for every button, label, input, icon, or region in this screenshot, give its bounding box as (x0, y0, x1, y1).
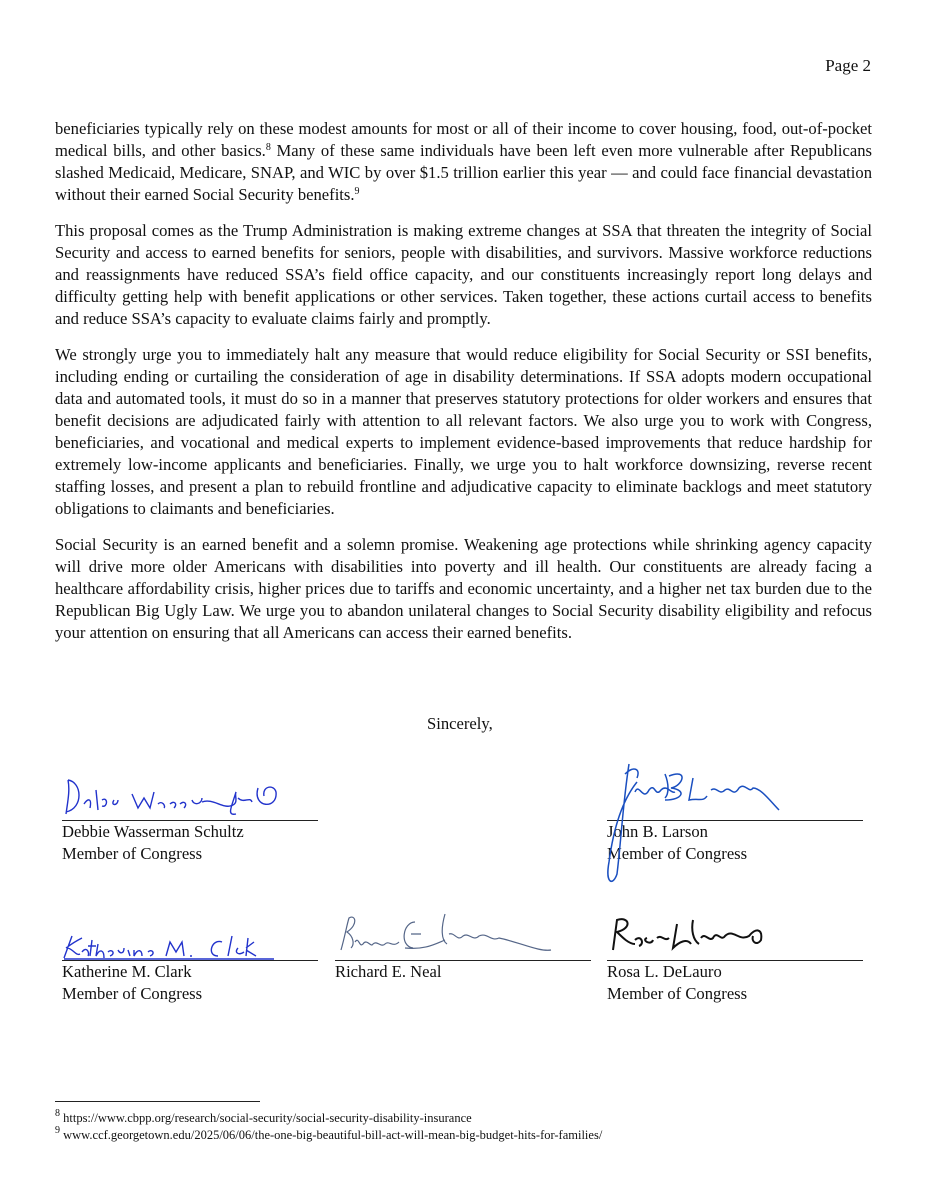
signatory-title: Member of Congress (607, 984, 748, 1003)
signature-image (335, 912, 591, 960)
page-number: Page 2 (825, 56, 871, 75)
signature-image (62, 770, 318, 820)
paragraph: This proposal comes as the Trump Administration is making extreme changes at SSA that threaten the integrity of Social Security and access to earned benefits for seniors, people with disabilities, and survivors. Massive workforce reductions and reassignments have reduced SSA’s field office capacity, and our constituents increasingly report long delays and difficulty getting help with benefit applications or other services. Taken together, these actions curtail access to benefits and reduce SSA’s capacity to evaluate claims fairly and promptly. (55, 221, 872, 328)
signature-block (607, 960, 863, 1005)
letter-body (55, 118, 872, 658)
signatory-title: Member of Congress (607, 844, 748, 863)
footnote (55, 1127, 602, 1143)
footnote-divider (55, 1101, 260, 1102)
paragraph-text: Many of these same individuals have been left even more vulnerable after Republicans slashed Medicaid, Medicare, SNAP, and WIC by over $1.5 trillion earlier this year — and could face financial devastation without their earned Social Security benefits. (55, 141, 872, 204)
closing: Sincerely, (427, 714, 493, 733)
paragraph (55, 118, 872, 206)
footnote-number: 9 (55, 1125, 60, 1136)
signature-block (335, 960, 591, 983)
paragraph: We strongly urge you to immediately halt any measure that would reduce eligibility for Social Security or SSI benefits, including ending or curtailing the consideration of age in disability determinations. If SSA adopts modern occupational data and automated tools, it must do so in a manner that preserves statutory protections for older workers and ensures that benefit decisions are adjudicated fairly with attention to all relevant factors. We also urge you to work with Congress, beneficiaries, and vocational and medical experts to implement evidence-based improvements that reduce hardship for extremely low-income applicants and beneficiaries. Finally, we urge you to halt workforce downsizing, reverse recent staffing losses, and present a plan to rebuild frontline and adjudicative capacity to eliminate backlogs and meet statutory obligations to claimants and beneficiaries. (55, 345, 872, 518)
signatory-name: Katherine M. Clark (62, 962, 192, 981)
footnote-link[interactable]: https://www.cbpp.org/research/social-security/social-security-disability-insurance (63, 1111, 472, 1125)
signature-block (62, 960, 318, 1005)
signature-image (607, 762, 863, 892)
signatory-title: Member of Congress (62, 844, 203, 863)
footnote-ref[interactable]: 8 (265, 142, 271, 153)
signature-block (62, 820, 318, 865)
signature-image (62, 932, 318, 962)
footnote-link[interactable]: www.ccf.georgetown.edu/2025/06/06/the-one-big-beautiful-bill-act-will-mean-big-budget-hits-for-families/ (63, 1128, 603, 1142)
signature-image (607, 914, 863, 960)
signatory-name: Debbie Wasserman Schultz (62, 822, 244, 841)
paragraph-text: beneficiaries typically rely on these modest amounts for most or all of their income to cover housing, food, out-of-pocket medical bills, and other basics. (55, 119, 872, 160)
signatory-name: Richard E. Neal (335, 962, 442, 981)
footnote-number: 8 (55, 1108, 60, 1119)
signatory-name: John B. Larson (607, 822, 708, 841)
footnote (55, 1110, 472, 1126)
signatory-name: Rosa L. DeLauro (607, 962, 722, 981)
signatory-title: Member of Congress (62, 984, 203, 1003)
paragraph: Social Security is an earned benefit and a solemn promise. Weakening age protections while shrinking agency capacity will drive more older Americans with disabilities into poverty and ill health. Our constituents are already facing a healthcare affordability crisis, higher prices due to tariffs and economic uncertainty, and a higher net tax burden due to the Republican Big Ugly Law. We urge you to abandon unilateral changes to Social Security disability eligibility and refocus your attention on ensuring that all Americans can access their earned benefits. (55, 535, 872, 642)
footnote-ref[interactable]: 9 (354, 186, 360, 197)
signature-block (607, 820, 863, 865)
